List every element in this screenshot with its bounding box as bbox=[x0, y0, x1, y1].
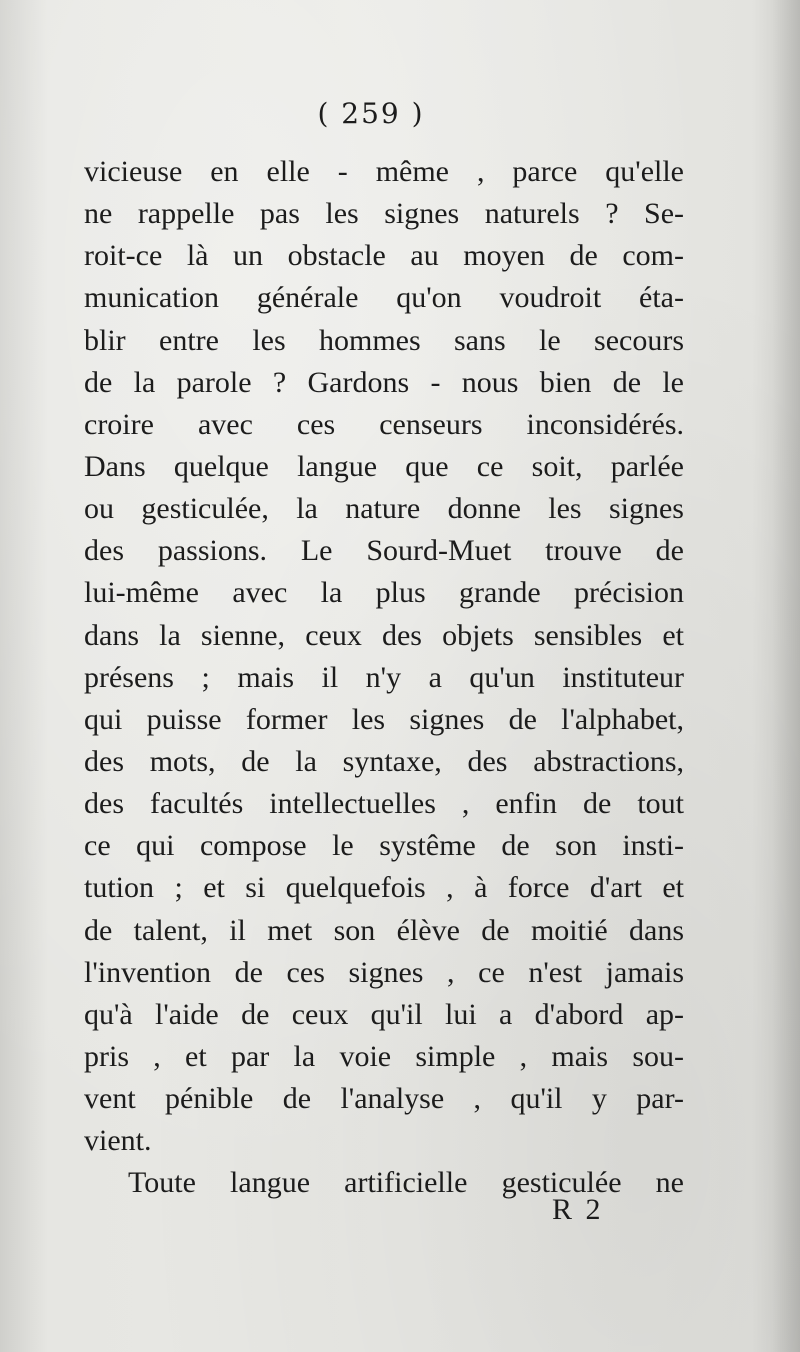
paragraph-start-line: Toute langue artificielle gesticulée ne bbox=[128, 1166, 684, 1200]
text-line: l'invention de ces signes , ce n'est jamais bbox=[84, 955, 684, 989]
text-line: blir entre les hommes sans le secours bbox=[84, 323, 684, 357]
text-line: des passions. Le Sourd-Muet trouve de bbox=[84, 534, 684, 568]
text-line: pris , et par la voie simple , mais sou- bbox=[84, 1039, 684, 1073]
page-number: ( 259 ) bbox=[317, 97, 425, 130]
text-line: des facultés intellectuelles , enfin de tout bbox=[84, 787, 684, 821]
text-line: ne rappelle pas les signes naturels ? Se- bbox=[84, 197, 684, 231]
text-line: présens ; mais il n'y a qu'un instituteur bbox=[84, 660, 684, 694]
signature-mark: R 2 bbox=[552, 1193, 604, 1226]
page-edge-shadow bbox=[772, 0, 800, 1352]
text-line: qu'à l'aide de ceux qu'il lui a d'abord ap- bbox=[84, 997, 684, 1031]
text-line: de la parole ? Gardons - nous bien de le bbox=[84, 365, 684, 399]
body-text bbox=[84, 151, 684, 1205]
text-line: vicieuse en elle - même , parce qu'elle bbox=[84, 155, 684, 188]
text-line: tution ; et si quelquefois , à force d'art et bbox=[84, 871, 684, 905]
text-line: munication générale qu'on voudroit éta- bbox=[84, 281, 684, 315]
text-line: des mots, de la syntaxe, des abstractions, bbox=[84, 744, 684, 778]
text-line: qui puisse former les signes de l'alphabet, bbox=[84, 702, 684, 736]
text-line: lui-même avec la plus grande précision bbox=[84, 576, 684, 610]
text-line: dans la sienne, ceux des objets sensibles et bbox=[84, 618, 684, 652]
text-line: vent pénible de l'analyse , qu'il y par- bbox=[84, 1082, 684, 1116]
text-line: de talent, il met son élève de moitié dans bbox=[84, 913, 684, 947]
text-line: ce qui compose le systême de son insti- bbox=[84, 829, 684, 863]
paragraph-end-line: vient. bbox=[84, 1124, 152, 1158]
text-line: croire avec ces censeurs inconsidérés. bbox=[84, 407, 684, 441]
text-line: roit-ce là un obstacle au moyen de com- bbox=[84, 239, 684, 273]
text-line: Dans quelque langue que ce soit, parlée bbox=[84, 449, 684, 483]
text-line: ou gesticulée, la nature donne les signes bbox=[84, 492, 684, 526]
